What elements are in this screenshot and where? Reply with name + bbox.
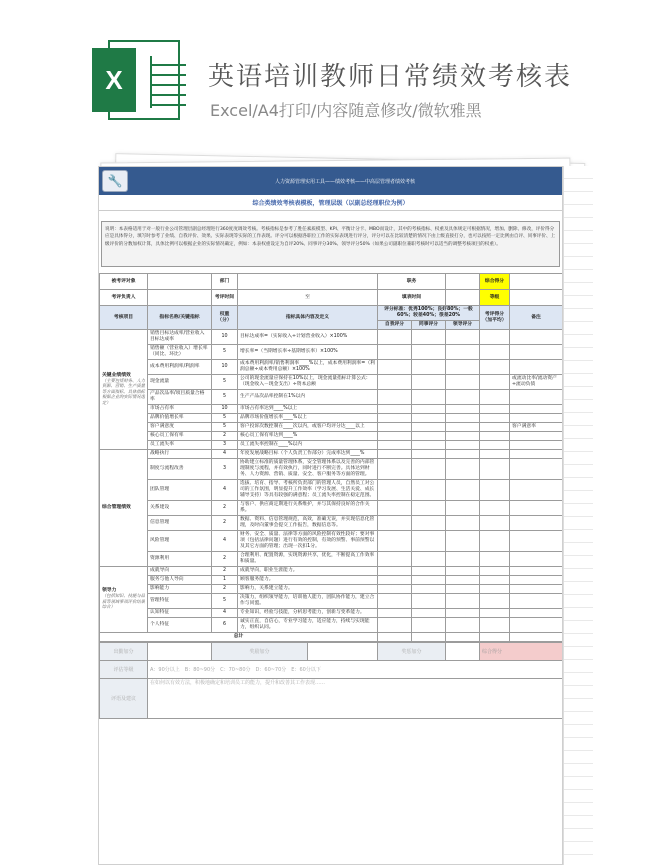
info-row [100,274,563,290]
indicator-name: 客户满意度 [148,423,212,432]
sheet-banner [99,167,562,195]
avg-score[interactable] [480,459,510,480]
self-score[interactable] [378,405,412,414]
col-item: 考核项目 [100,306,148,330]
self-score[interactable] [378,441,412,450]
period-label: 考评时间 [212,290,238,306]
category-cell [100,450,148,567]
indicator-name: 个人特征 [148,618,212,633]
indicator-name: 影响能力 [148,585,212,594]
avg-score[interactable] [480,501,510,516]
category-cell [100,330,148,450]
category-name: 综合管理绩效 [102,505,131,510]
self-score[interactable] [378,345,412,360]
grade-value[interactable] [510,290,563,306]
remark-cell[interactable] [510,585,563,594]
weight-cell: 6 [212,618,238,633]
peer-score[interactable] [412,552,446,567]
avg-score[interactable] [480,390,510,405]
peer-score[interactable] [412,330,446,345]
leader-score[interactable] [446,531,480,552]
examinee-label: 被考评对象 [100,274,148,290]
definition-cell: 客户投诉次数控制在____次以内，或客户均评分达____以上 [238,423,378,432]
col-self: 自我评分 [378,321,412,330]
peer-score[interactable] [412,450,446,459]
indicator-name: 制度与流程改善 [148,459,212,480]
avg-score[interactable] [480,360,510,375]
examiner-label: 考评负责人 [100,290,148,306]
period-to: 至 [238,290,378,306]
avg-score[interactable] [480,552,510,567]
weight-cell: 4 [212,609,238,618]
col-scoring: 评分标准：优秀100%；良好80%；一般60%；较差40%；很差20% [378,306,480,321]
remark-cell[interactable] [510,405,563,414]
weight-cell: 5 [212,345,238,360]
total-row [100,633,563,642]
peer-score[interactable] [412,405,446,414]
indicator-name: 产品次品率/项目质量合格率 [148,390,212,405]
self-score[interactable] [378,375,412,390]
penalty-label: 奖惩加分 [378,643,446,661]
avg-score[interactable] [480,432,510,441]
indicator-name: 核心员工保有率 [148,432,212,441]
indicator-name: 销售额（营业收入）增长率（同比、环比） [148,345,212,360]
weight-cell: 4 [212,450,238,459]
peer-score[interactable] [412,609,446,618]
definition-cell: 市场占有率达到____%以上 [238,405,378,414]
indicator-name: 市场占有率 [148,405,212,414]
definition-cell: 与客户、供应商定期进行关系维护，并与其保持良好的合作关系。 [238,501,378,516]
self-score[interactable] [378,432,412,441]
leader-score[interactable] [446,414,480,423]
table-row [100,423,563,432]
indicator-name: 团队管理 [148,480,212,501]
remark-cell[interactable] [510,567,563,576]
weight-cell: 3 [212,441,238,450]
peer-score[interactable] [412,375,446,390]
peer-score[interactable] [412,441,446,450]
table-row [100,414,563,423]
comment-text[interactable]: 在如何以有效方法，积极地确定和培训员工的能力，提升和改善其工作表现…… [148,679,563,719]
col-definition: 指标具体内容及定义 [238,306,378,330]
total-cell[interactable] [480,633,510,642]
self-score[interactable] [378,594,412,609]
remark-cell[interactable] [510,414,563,423]
peer-score[interactable] [412,360,446,375]
avg-score[interactable] [480,441,510,450]
self-score[interactable] [378,459,412,480]
indicator-name: 信息管理 [148,516,212,531]
avg-score[interactable] [480,576,510,585]
remark-cell[interactable] [510,594,563,609]
indicator-name: 管理特征 [148,594,212,609]
fill-time-label: 填表时间 [378,290,446,306]
avg-score[interactable] [480,567,510,576]
remark-cell[interactable] [510,576,563,585]
self-score[interactable] [378,576,412,585]
peer-score[interactable] [412,390,446,405]
self-score[interactable] [378,423,412,432]
definition-cell: 数据、资料、信息管理规范，高效，准确无误，并实现信息化管理，及时向董事会提交工作报告，数据信息等。 [238,516,378,531]
footer-row [100,643,563,661]
self-score[interactable] [378,501,412,516]
table-row [100,552,563,567]
self-score[interactable] [378,516,412,531]
self-score[interactable] [378,480,412,501]
remark-cell[interactable] [510,441,563,450]
total-score-label: 综合得分 [480,274,510,290]
leader-score[interactable] [446,450,480,459]
dept-value[interactable] [238,274,378,290]
definition-cell: 协助建立标准的质量管理体系，安全管理体系以及完善的内部管理制度与流程，并有效执行，同时进行不断完善。具体达到财务、人力资源、营销、质量、安全、客户服务等方面的管理。 [238,459,378,480]
indicator-name: 认知特征 [148,609,212,618]
table-row [100,594,563,609]
weight-cell: 2 [212,501,238,516]
table-header [100,306,563,321]
col-peer: 同事评分 [412,321,446,330]
leader-score[interactable] [446,618,480,633]
remark-cell[interactable] [510,390,563,405]
footer-row [100,661,563,679]
indicator-name: 关系建设 [148,501,212,516]
table-row [100,585,563,594]
leader-score[interactable] [446,390,480,405]
remark-cell[interactable] [510,531,563,552]
weight-cell: 2 [212,516,238,531]
avg-score[interactable] [480,618,510,633]
avg-score[interactable] [480,345,510,360]
indicator-name: 服务与他人导向 [148,576,212,585]
definition-cell: 目标达成率=（实际收入÷计划营业收入）×100% [238,330,378,345]
wrench-icon[interactable]: 🔧 [102,170,128,192]
remark-cell[interactable] [510,618,563,633]
self-score[interactable] [378,450,412,459]
leader-score[interactable] [446,360,480,375]
table-row [100,330,563,345]
self-score[interactable] [378,360,412,375]
table-row [100,405,563,414]
remark-cell[interactable] [510,345,563,360]
weight-cell: 2 [212,567,238,576]
definition-cell: 决策力，组织领导能力，培训他人能力，团队协作能力，建立合作与同盟。 [238,594,378,609]
avg-score[interactable] [480,405,510,414]
category-desc: （包括知识、技能与品质等领域事项评价结果综合） [102,594,145,611]
weight-cell: 10 [212,330,238,345]
remark-cell[interactable] [510,480,563,501]
avg-score[interactable] [480,585,510,594]
peer-score[interactable] [412,516,446,531]
weight-cell: 5 [212,390,238,405]
info-row [100,290,563,306]
definition-cell: 合理利用、配置资源，实现资源共享，优化，不断提高工作效率和质量。 [238,552,378,567]
dept-label: 部门 [212,274,238,290]
leader-score[interactable] [446,516,480,531]
total-cell[interactable] [378,633,412,642]
leader-score[interactable] [446,609,480,618]
remark-cell[interactable] [510,330,563,345]
definition-cell: 影响力，关系建立能力。 [238,585,378,594]
avg-score[interactable] [480,414,510,423]
grade-label: 等级 [480,290,510,306]
peer-score[interactable] [412,345,446,360]
remark-cell[interactable]: 客户满意率 [510,423,563,432]
col-leader: 领导评分 [446,321,480,330]
remark-cell[interactable] [510,459,563,480]
definition-cell: 生产产品次品率控制在1%以内 [238,390,378,405]
definition-cell: 成就导向，职业生涯能力。 [238,567,378,576]
self-score[interactable] [378,618,412,633]
sheet-subtitle: 综合类绩效考核表模板，管理层级（以副总经理职位为例） [99,195,562,211]
penalty-value[interactable] [446,643,480,661]
promo-header [0,0,650,150]
peer-score[interactable] [412,618,446,633]
remark-cell[interactable] [510,609,563,618]
position-label: 职务 [378,274,446,290]
definition-cell: 增长率=（当期增长率÷基期增长率）×100% [238,345,378,360]
definition-cell: 年度发展战略目标（个人负责工作部分）完成率达到____% [238,450,378,459]
reward-value[interactable] [308,643,378,661]
peer-score[interactable] [412,576,446,585]
leader-score[interactable] [446,585,480,594]
evaluation-table [99,273,563,642]
examiner-value[interactable] [148,290,212,306]
overall-label: 综合得分 [480,643,563,661]
leader-score[interactable] [446,480,480,501]
category-cell [100,567,148,633]
weight-cell: 3 [212,459,238,480]
self-score[interactable] [378,390,412,405]
attendance-label: 出勤加分 [100,643,148,661]
indicator-name: 销售目标达成率/营业收入目标达成率 [148,330,212,345]
total-cell[interactable] [412,633,446,642]
banner-text: 人力资源管理实用工具——绩效考核——中高层管理者绩效考核 [274,178,415,185]
table-row [100,609,563,618]
definition-cell: 核心员工保有率达到____% [238,432,378,441]
peer-score[interactable] [412,585,446,594]
table-row [100,390,563,405]
avg-score[interactable] [480,594,510,609]
weight-cell: 4 [212,531,238,552]
avg-score[interactable] [480,375,510,390]
total-cell[interactable] [446,633,480,642]
avg-score[interactable] [480,330,510,345]
page-subtitle: Excel/A4打印/内容随意修改/微软雅黑 [210,101,482,120]
leader-score[interactable] [446,552,480,567]
indicator-name: 员工流失率 [148,441,212,450]
peer-score[interactable] [412,501,446,516]
weight-cell: 2 [212,432,238,441]
remark-cell[interactable] [510,450,563,459]
indicator-rows [100,330,563,633]
definition-cell: 成本费用利润率/销售利润率____%以上，成本费用利润率=（利润总额÷成本费用总额）×100% [238,360,378,375]
category-name: 领导力 [102,588,117,594]
peer-score[interactable] [412,567,446,576]
grade-scale: A：90分以上 B：80~90分 C：70~80分 D：60~70分 E：60分以下 [148,661,563,679]
peer-score[interactable] [412,459,446,480]
indicator-name: 战略执行 [148,450,212,459]
remark-cell[interactable] [510,501,563,516]
definition-cell: 财务、安全、质量、法律等方面的风险控制有效性较好；要对事项（包括法律问题）进行有效的控制，有效的预警、事前预警以及其它方面的管理；出现一次扣1分。 [238,531,378,552]
weight-cell: 4 [212,480,238,501]
table-row [100,531,563,552]
peer-score[interactable] [412,531,446,552]
leader-score[interactable] [446,567,480,576]
weight-cell: 10 [212,360,238,375]
category-name: 关键业绩绩效 [102,372,131,378]
self-score[interactable] [378,567,412,576]
self-score[interactable] [378,531,412,552]
indicator-name: 品牌价值增长率 [148,414,212,423]
table-row [100,567,563,576]
category-desc: （主要包括财务、人力资源、营销、生产质量等方面指标，具体指标根据企业的实际情况选定） [102,378,145,406]
leader-score[interactable] [446,441,480,450]
leader-score[interactable] [446,423,480,432]
table-row [100,480,563,501]
table-row [100,432,563,441]
attendance-value[interactable] [148,643,212,661]
definition-cell: 选拔、培育、指导、考核所负责部门的管理人员，自然员工对公司的工作氛围，明显提升工作效率（学习发展、生活关爱、成长辅导支持）等具有较强的满意程；员工流失率控制在稳定范围。 [238,480,378,501]
table-row [100,459,563,480]
table-row [100,345,563,360]
weight-cell: 5 [212,423,238,432]
avg-score[interactable] [480,450,510,459]
indicator-name: 资源利用 [148,552,212,567]
examinee-value[interactable] [148,274,212,290]
indicator-name: 现金流量 [148,375,212,390]
excel-letter: X [92,48,136,112]
instructions-note: 说明：本表格适用于对一般行业公司管理层副总经理进行360度度调效考核。考核指标是参考了胜任素质模型、KPI、平衡计分卡、MBO而设计，其中的考核指标、权重及具体规定可根据情况，增加、删除、修改，评价得分应是具体得分，填写时参考了业绩、自我评价、效果、实际表现等实际的工作表现。评分可以根据各职位工作的实际表现进行评分，评分可以在比较清楚的情况下由上级直接打分，也可以按照一定比例由自评、同事评价、上级评价的分数加权计算，具体比例可以根据企业的实际情况确定，例如：本表权重设定为自评20%、同事评分30%、领导评分50%（如果公司副职位兼职考核时可以适当的调整考核项目的权重）。 [101,221,560,267]
leader-score[interactable] [446,345,480,360]
table-row [100,441,563,450]
definition-cell: 公司的现金流量应保持在10%以上，现金流量指标计算公式：（现金收入－现金支出）÷资本总额 [238,375,378,390]
avg-score[interactable] [480,531,510,552]
remark-cell[interactable] [510,552,563,567]
remark-cell[interactable]: 或流动比率/流动资产÷流动负债 [510,375,563,390]
self-score[interactable] [378,330,412,345]
page-title: 英语培训教师日常绩效考核表 [208,62,573,92]
peer-score[interactable] [412,423,446,432]
definition-cell: 专业知识，经验与技能，分析思考能力，创新与变革能力。 [238,609,378,618]
table-row [100,516,563,531]
weight-cell: 5 [212,594,238,609]
table-row [100,450,563,459]
leader-score[interactable] [446,501,480,516]
indicator-name: 风险管理 [148,531,212,552]
leader-score[interactable] [446,432,480,441]
definition-cell: 员工流失率控制在____%以内 [238,441,378,450]
peer-score[interactable] [412,432,446,441]
table-row [100,501,563,516]
remark-cell[interactable] [510,360,563,375]
self-score[interactable] [378,609,412,618]
weight-cell: 5 [212,414,238,423]
definition-cell: 品牌市场价值增长率____%以上 [238,414,378,423]
leader-score[interactable] [446,459,480,480]
weight-cell: 2 [212,585,238,594]
position-value[interactable] [446,274,480,290]
leader-score[interactable] [446,594,480,609]
leader-score[interactable] [446,405,480,414]
self-score[interactable] [378,414,412,423]
footer-row [100,679,563,719]
avg-score[interactable] [480,423,510,432]
footer-table [99,642,563,719]
definition-cell: 诚实正直，自信心，专业学习能力，适应能力，持续与实现能力，组织认同。 [238,618,378,633]
avg-score[interactable] [480,609,510,618]
table-row [100,618,563,633]
leader-score[interactable] [446,330,480,345]
definition-cell: 顾客服务能力。 [238,576,378,585]
leader-score[interactable] [446,375,480,390]
peer-score[interactable] [412,414,446,423]
peer-score[interactable] [412,480,446,501]
col-indicator: 指标名称/关键指标 [148,306,212,330]
avg-score[interactable] [480,516,510,531]
indicator-name: 成本费用利润率/利润率 [148,360,212,375]
grade-eval-label: 评估等级 [100,661,148,679]
table-row [100,360,563,375]
excel-icon [92,40,180,120]
weight-cell: 2 [212,552,238,567]
weight-cell: 10 [212,405,238,414]
leader-score[interactable] [446,576,480,585]
col-score: 考评得分（加平均） [480,306,510,330]
self-score[interactable] [378,585,412,594]
table-row [100,375,563,390]
col-weight: 权重（分） [212,306,238,330]
total-score-value[interactable] [510,274,563,290]
weight-cell: 1 [212,576,238,585]
indicator-name: 成就导向 [148,567,212,576]
self-score[interactable] [378,552,412,567]
sheet-edge [563,166,593,865]
fill-time-value[interactable] [446,290,480,306]
remark-cell[interactable] [510,432,563,441]
comment-label: 评语及建议 [100,679,148,719]
weight-cell: 5 [212,375,238,390]
reward-label: 奖励加分 [212,643,308,661]
peer-score[interactable] [412,594,446,609]
total-label: 总计 [100,633,378,642]
remark-cell[interactable] [510,516,563,531]
col-remark: 备注 [510,306,563,330]
excel-grid [150,56,186,108]
total-cell[interactable] [510,633,563,642]
avg-score[interactable] [480,480,510,501]
table-row [100,576,563,585]
spreadsheet-preview [98,166,563,865]
